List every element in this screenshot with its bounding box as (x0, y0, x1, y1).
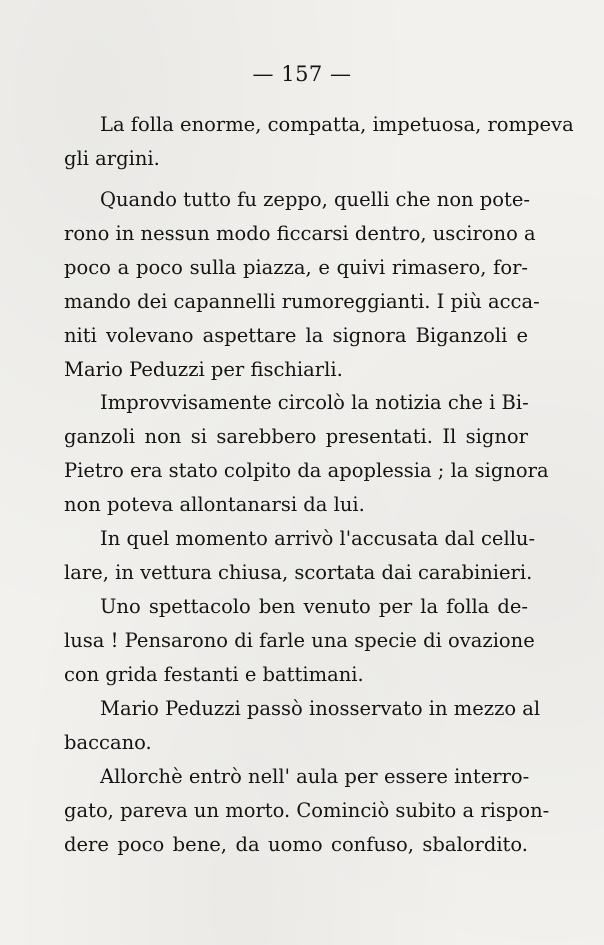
text-line: Mario Peduzzi passò inosservato in mezzo al (100, 697, 541, 720)
text-line: gato, pareva un morto. Cominciò subito a rispon- (64, 799, 550, 822)
text-line: lare, in vettura chiusa, scortata dai carabinieri. (64, 561, 533, 584)
text-line: Quando tutto fu zeppo, quelli che non pote- (100, 188, 530, 211)
text-line: poco a poco sulla piazza, e quivi rimasero, for- (64, 256, 528, 279)
text-line: mando dei capannelli rumoreggianti. I più acca- (64, 290, 540, 313)
text-line: con grida festanti e battimani. (64, 663, 364, 686)
text-line: Mario Peduzzi per fischiarli. (64, 358, 343, 381)
text-line: Uno spettacolo ben venuto per la folla de- (100, 595, 528, 618)
text-line: Allorchè entrò nell' aula per essere interro- (100, 765, 530, 788)
page-number: — 157 — (252, 62, 352, 86)
text-line: Pietro era stato colpito da apoplessia ; la signora (64, 459, 549, 482)
text-line: non poteva allontanarsi da lui. (64, 493, 365, 516)
text-line: In quel momento arrivò l'accusata dal cellu- (100, 527, 536, 550)
text-line: rono in nessun modo ficcarsi dentro, uscirono a (64, 222, 536, 245)
text-line: La folla enorme, compatta, impetuosa, rompeva (100, 113, 574, 136)
text-line: niti volevano aspettare la signora Biganzoli e (64, 324, 528, 347)
text-line: baccano. (64, 731, 152, 754)
text-line: gli argini. (64, 147, 160, 170)
text-line: Improvvisamente circolò la notizia che i Bi- (100, 391, 529, 414)
text-line: dere poco bene, da uomo confuso, sbalordito. (64, 833, 528, 856)
text-line: lusa ! Pensarono di farle una specie di ovazione (64, 629, 535, 652)
text-line: ganzoli non si sarebbero presentati. Il signor (64, 425, 528, 448)
